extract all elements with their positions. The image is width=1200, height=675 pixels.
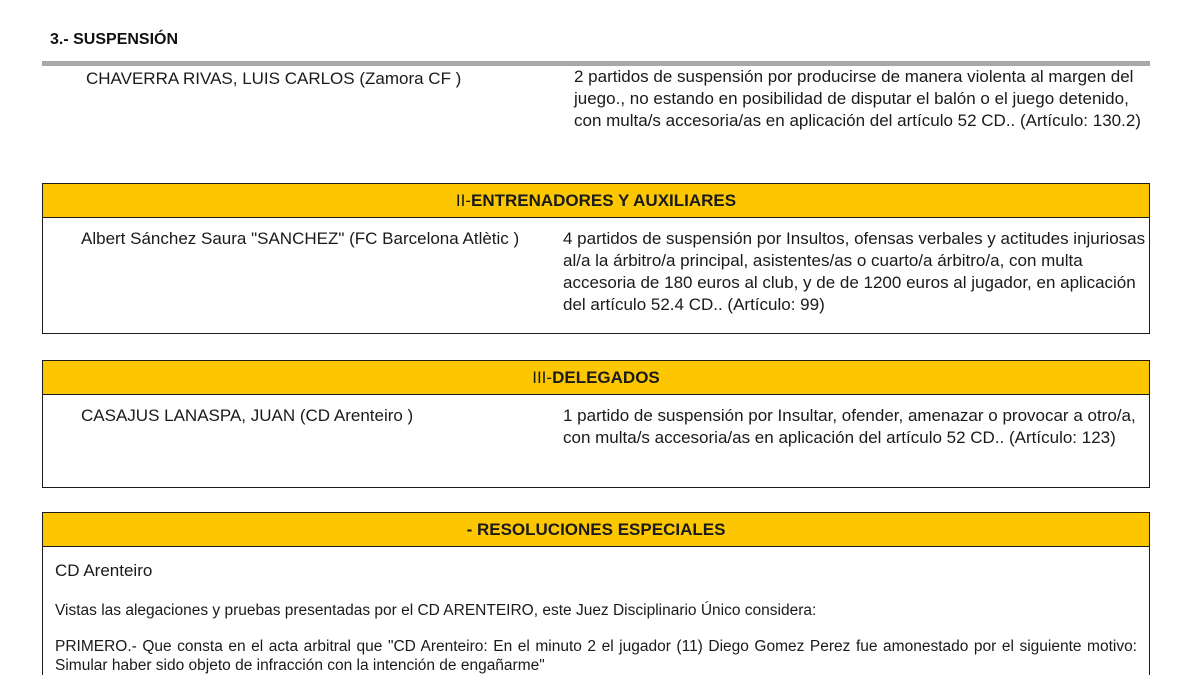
- section-title: 3.- SUSPENSIÓN: [50, 31, 179, 48]
- resolution-paragraph: PRIMERO.- Que consta en el acta arbitral que "CD Arenteiro: En el minuto 2 el jugador (11) Diego Gomez Perez fue amonestado por el siguiente motivo: Simular haber sido objeto de infracción con la intención de engañarme": [55, 638, 1137, 674]
- sanctioned-name: CASAJUS LANASPA, JUAN (CD Arenteiro ): [81, 406, 414, 425]
- sanctioned-name: CHAVERRA RIVAS, LUIS CARLOS (Zamora CF ): [86, 69, 462, 88]
- sanctioned-name: Albert Sánchez Saura "SANCHEZ" (FC Barcelona Atlètic ): [81, 229, 520, 248]
- section-prefix: -: [466, 520, 477, 539]
- section-header: [43, 361, 1149, 395]
- sanction-description: 2 partidos de suspensión por producirse de manera violenta al margen del juego., no estando en posibilidad de disputar el balón o el juego detenido, con multa/s accesoria/as en aplicación del artículo 52 CD.. (Artículo: 130.2): [574, 67, 1141, 130]
- section-label: ENTRENADORES Y AUXILIARES: [470, 191, 737, 210]
- sanction-description: 4 partidos de suspensión por Insultos, ofensas verbales y actitudes injuriosas al/a la árbitro/a principal, asistentes/as o cuarto/a árbitro/a, con multa accesoria de 180 euros al club, y de de 1200 euros al jugador, en aplicación del artículo 52.4 CD.. (Artículo: 99): [563, 229, 1146, 314]
- section-header: [43, 184, 1149, 218]
- section-prefix: II-: [455, 191, 471, 210]
- resolution-club: CD Arenteiro: [55, 561, 153, 580]
- section-prefix: III-: [532, 368, 553, 387]
- section-label: RESOLUCIONES ESPECIALES: [476, 520, 726, 539]
- section-header: [43, 513, 1149, 547]
- resolution-body: [43, 547, 1149, 675]
- sanction-description: 1 partido de suspensión por Insultar, ofender, amenazar o provocar a otro/a, con multa/s accesoria/as en aplicación del artículo 52 CD.. (Artículo: 123): [563, 406, 1136, 447]
- section-entrenadores: [42, 183, 1150, 334]
- section-delegados: [42, 360, 1150, 488]
- section-resoluciones: [42, 512, 1150, 675]
- section-label: DELEGADOS: [552, 368, 660, 387]
- resolution-paragraph: Vistas las alegaciones y pruebas presentadas por el CD ARENTEIRO, este Juez Disciplinario Único considera:: [55, 602, 817, 619]
